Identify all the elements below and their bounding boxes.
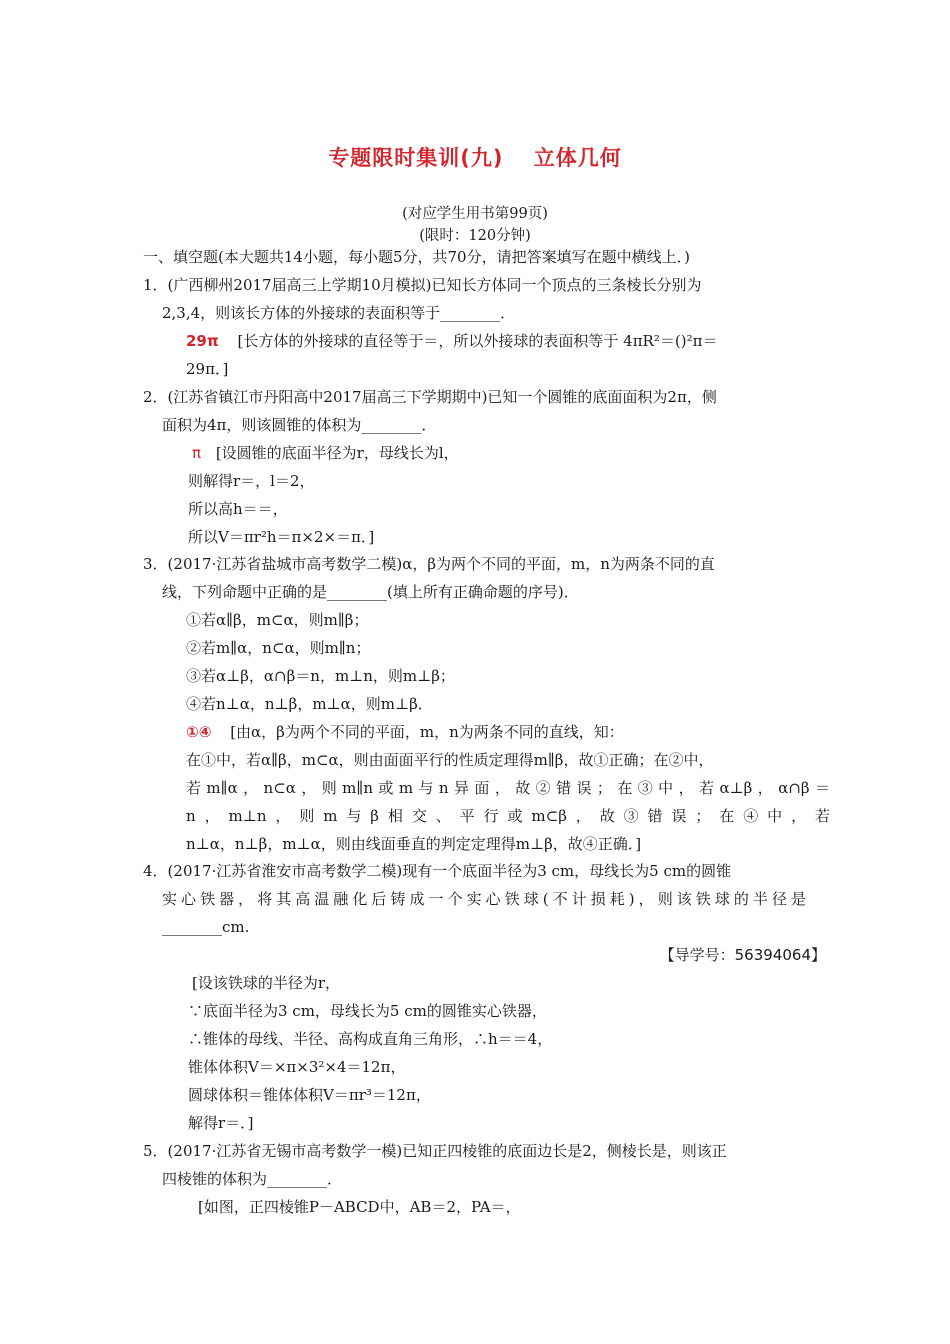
q3-explanation-line1: [由α，β为两个不同的平面，m，n为两条不同的直线，知： (230, 723, 624, 741)
q5-text-line1: 5．(2017·江苏省无锡市高考数学一模)已知正四棱锥的底面边长是2，侧棱长是，则该正 (143, 1142, 727, 1160)
q2-explanation-line4: 所以V＝πr²h＝π×2×＝π．] (188, 528, 375, 546)
q3-answer: ①④ (186, 723, 212, 741)
q3-text-line2: 线，下列命题中正确的是________(填上所有正确命题的序号)． (162, 583, 579, 601)
q3-explanation-line2: 在①中，若α∥β，m⊂α，则由面面平行的性质定理得m∥β，故①正确；在②中， (186, 751, 714, 769)
q5-text-line2: 四棱锥的体积为________． (162, 1170, 343, 1188)
q4-text-line3: ________cm. (162, 918, 250, 936)
q3-explanation-line3: 若m∥α，n⊂α，则m∥n或m与n异面，故②错误；在③中，若α⊥β，α∩β＝ (186, 779, 830, 797)
q4-explanation-line5: 圆球体积＝锥体体积V＝πr³＝12π， (188, 1086, 431, 1104)
q4-explanation-line6: 解得r＝．] (188, 1114, 254, 1132)
q2-explanation-line1: [设圆锥的底面半径为r，母线长为l， (215, 444, 459, 462)
q2-text-line2: 面积为4π，则该圆锥的体积为________． (162, 416, 437, 434)
q2-answer: π (192, 444, 202, 462)
q3-option-1: ①若α∥β，m⊂α，则m∥β； (186, 611, 369, 629)
q4-text-line2: 实心铁器，将其高温融化后铸成一个实心铁球(不计损耗)，则该铁球的半径是 (162, 890, 806, 908)
q4-explanation-line3: ∴锥体的母线、半径、高构成直角三角形，∴h＝＝4， (188, 1030, 553, 1048)
q1-explanation-line2: 29π．] (186, 360, 229, 378)
q4-explanation-line4: 锥体体积V＝×π×3²×4＝12π， (188, 1058, 406, 1076)
q5-explanation-line1: [如图，正四棱锥P－ABCD中，AB＝2，PA＝， (198, 1198, 521, 1216)
q3-text-line1: 3．(2017·江苏省盐城市高考数学二模)α，β为两个不同的平面，m，n为两条不同的直 (143, 555, 715, 573)
subtitle-time-limit: (限时：120分钟) (419, 228, 531, 244)
q3-option-3: ③若α⊥β，α∩β＝n，m⊥n，则m⊥β； (186, 667, 455, 685)
q3-option-4: ④若n⊥α，n⊥β，m⊥α，则m⊥β． (186, 695, 433, 713)
q4-explanation-line1: [设该铁球的半径为r， (192, 974, 341, 992)
q2-explanation-line3: 所以高h＝＝， (188, 500, 288, 518)
page-title: 专题限时集训(九) 立体几何 (328, 146, 622, 170)
q2-explanation-line2: 则解得r＝，l＝2， (188, 472, 315, 490)
subtitle-workbook-page: (对应学生用书第99页) (402, 206, 548, 222)
q1-explanation-line1: [长方体的外接球的直径等于＝，所以外接球的表面积等于 4πR²＝()²π＝ (237, 332, 718, 350)
q3-explanation-line4: n，m⊥n，则m与β相交、平行或m⊂β，故③错误；在④中，若 (186, 807, 830, 825)
q1-answer: 29π (186, 332, 219, 350)
q1-text-line2: 2,3,4，则该长方体的外接球的表面积等于________． (162, 304, 516, 322)
q3-explanation-line5: n⊥α，n⊥β，m⊥α，则由线面垂直的判定定理得m⊥β，故④正确．] (186, 835, 642, 853)
q4-reference-code: 【导学号：56394064】 (659, 946, 826, 964)
section-heading: 一、填空题(本大题共14小题，每小题5分，共70分，请把答案填写在题中横线上．) (143, 248, 690, 266)
q1-text-line1: 1．(广西柳州2017届高三上学期10月模拟)已知长方体同一个顶点的三条棱长分别为 (143, 276, 702, 294)
q3-option-2: ②若m∥α，n⊂α，则m∥n； (186, 639, 371, 657)
q4-explanation-line2: ∵底面半径为3 cm，母线长为5 cm的圆锥实心铁器， (188, 1002, 547, 1020)
q2-text-line1: 2．(江苏省镇江市丹阳高中2017届高三下学期期中)已知一个圆锥的底面面积为2π，侧 (143, 388, 717, 406)
q4-text-line1: 4．(2017·江苏省淮安市高考数学二模)现有一个底面半径为3 cm，母线长为5 cm的圆锥 (143, 862, 732, 880)
